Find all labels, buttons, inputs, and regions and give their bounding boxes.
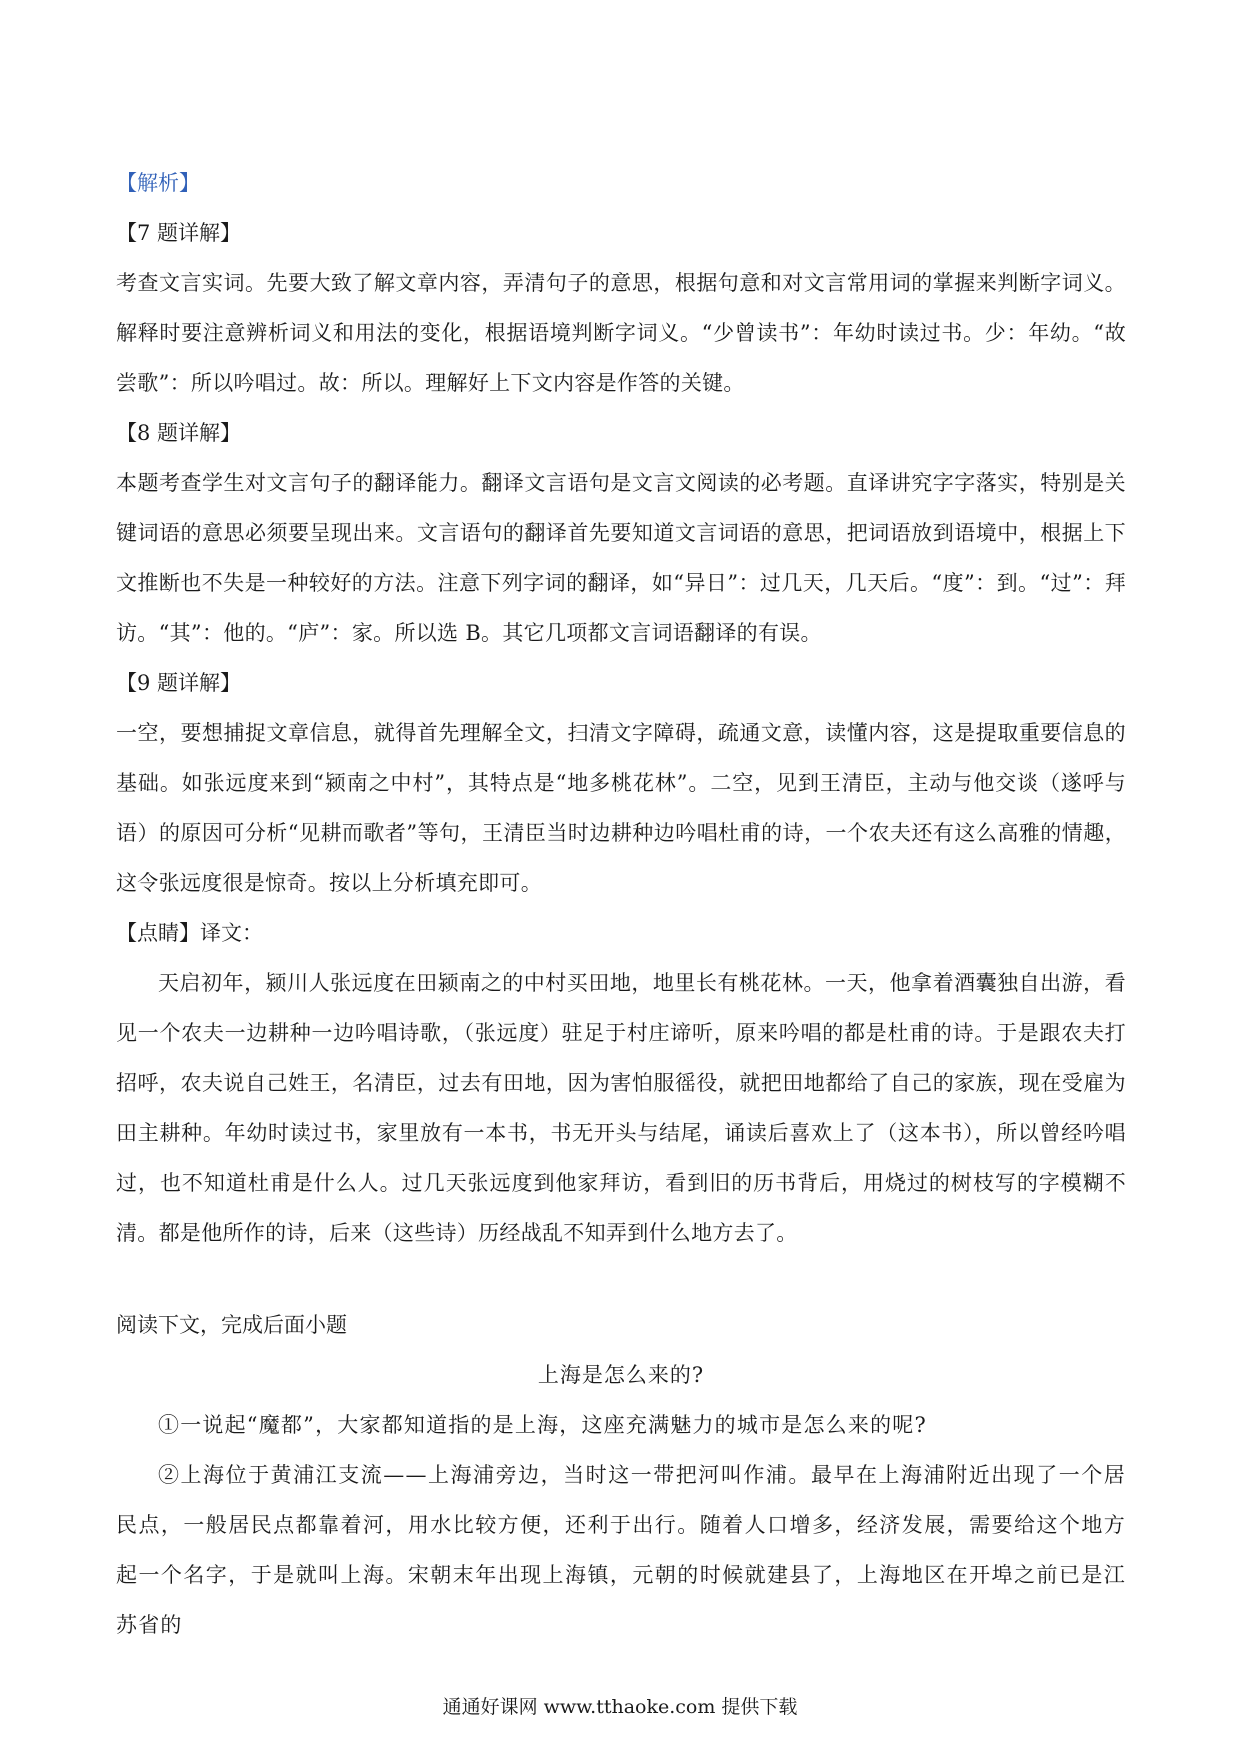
- q9-heading: 【9 题详解】: [116, 671, 242, 695]
- q7-heading: 【7 题详解】: [116, 221, 242, 245]
- translation-text: 天启初年，颍川人张远度在田颍南之的中村买田地，地里长有桃花林。一天，他拿着酒囊独自出游，看见一个农夫一边耕种一边吟唱诗歌，（张远度）驻足于村庄谛听，原来吟唱的都是杜甫的诗。于是跟农夫打招呼，农夫说自己姓王，名清臣，过去有田地，因为害怕服徭役，就把田地都给了自己的家族，现在受雇为田主耕种。年幼时读过书，家里放有一本书，书无开头与结尾，诵读后喜欢上了（这本书），所以曾经吟唱过，也不知道杜甫是什么人。过几天张远度到他家拜访，看到旧的历书背后，用烧过的树枝写的字模糊不清。都是他所作的诗，后来（这些诗）历经战乱不知弄到什么地方去了。: [116, 971, 1126, 1245]
- section-gap: [116, 1258, 1126, 1300]
- q8-explanation: 本题考查学生对文言句子的翻译能力。翻译文言语句是文言文阅读的必考题。直译讲究字字落实，特别是关键词语的意思必须要呈现出来。文言语句的翻译首先要知道文言词语的意思，把词语放到语境中，根据上下文推断也不失是一种较好的方法。注意下列字词的翻译，如“异日”：过几天，几天后。“度”：到。“过”：拜访。“其”：他的。“庐”：家。所以选 B。其它几项都文言词语翻译的有误。: [116, 471, 1126, 645]
- reading-instruction: 阅读下文，完成后面小题: [116, 1313, 347, 1337]
- article-title: 上海是怎么来的?: [537, 1363, 705, 1387]
- article-paragraph-2: ②上海位于黄浦江支流——上海浦旁边，当时这一带把河叫作浦。最早在上海浦附近出现了一个居民点，一般居民点都靠着河，用水比较方便，还利于出行。随着人口增多，经济发展，需要给这个地方起一个名字，于是就叫上海。宋朝末年出现上海镇，元朝的时候就建县了，上海地区在开埠之前已是江苏省的: [116, 1463, 1126, 1637]
- article-paragraph-1: ①一说起“魔都”，大家都知道指的是上海，这座充满魅力的城市是怎么来的呢?: [158, 1413, 927, 1437]
- dianjing-heading: 【点睛】译文：: [116, 921, 263, 945]
- page-content: [116, 158, 1126, 1650]
- q7-explanation: 考查文言实词。先要大致了解文章内容，弄清句子的意思，根据句意和对文言常用词的掌握来判断字词义。解释时要注意辨析词义和用法的变化，根据语境判断字词义。“少曾读书”：年幼时读过书。少：年幼。“故尝歌”：所以吟唱过。故：所以。理解好上下文内容是作答的关键。: [116, 271, 1126, 395]
- q9-explanation: 一空，要想捕捉文章信息，就得首先理解全文，扫清文字障碍，疏通文意，读懂内容，这是提取重要信息的基础。如张远度来到“颍南之中村”，其特点是“地多桃花林”。二空，见到王清臣，主动与他交谈（遂呼与语）的原因可分析“见耕而歌者”等句，王清臣当时边耕种边吟唱杜甫的诗，一个农夫还有这么高雅的情趣，这令张远度很是惊奇。按以上分析填充即可。: [116, 721, 1126, 895]
- page-footer: 通通好课网 www.tthaoke.com 提供下载: [442, 1696, 798, 1718]
- q8-heading: 【8 题详解】: [116, 421, 242, 445]
- analysis-label: 【解析】: [116, 171, 200, 195]
